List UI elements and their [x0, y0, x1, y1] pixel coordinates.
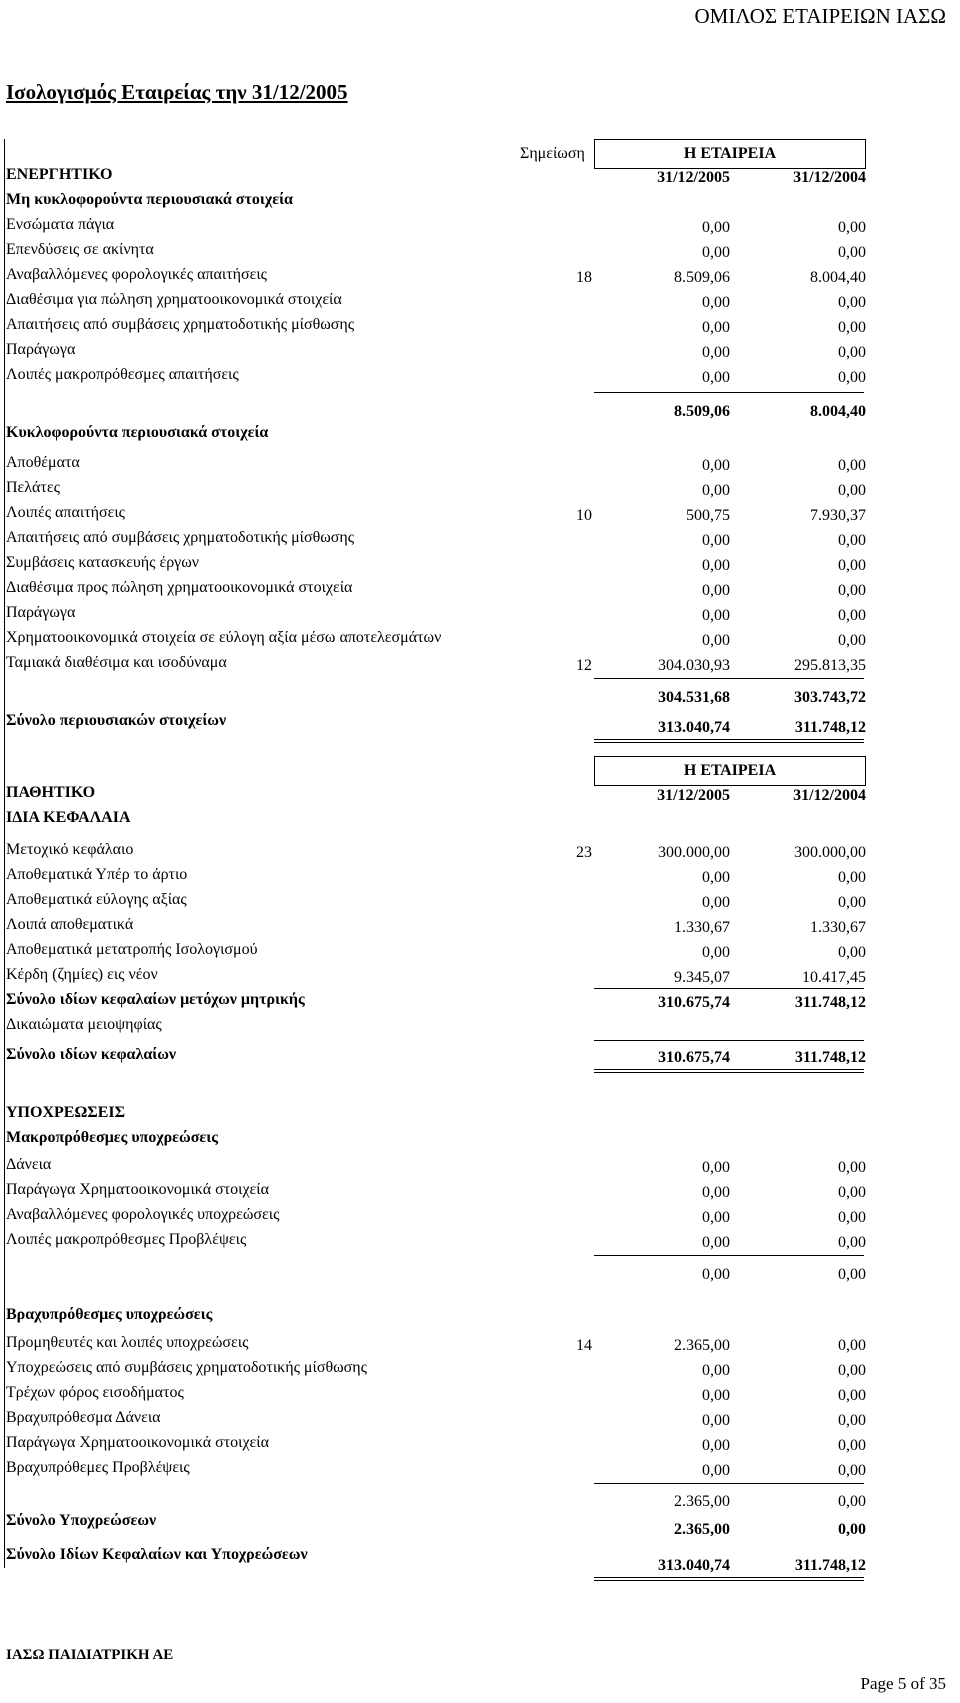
table-row: [6, 262, 866, 287]
row-value-2005: 0,00: [702, 1387, 730, 1404]
noncurrent-subtotal-2005: 8.509,06: [674, 403, 730, 420]
table-row: [6, 625, 866, 650]
row-value-2005: 0,00: [702, 557, 730, 574]
row-value-2004: 0,00: [838, 1184, 866, 1201]
row-value-2004: 0,00: [838, 869, 866, 886]
table-row: [6, 887, 866, 912]
row-value-2005: 0,00: [702, 1462, 730, 1479]
row-note: 12: [576, 657, 592, 674]
row-label: Βραχυπρόθεμες Προβλέψεις: [6, 1459, 190, 1476]
table-row: [6, 1177, 866, 1202]
row-label: Παράγωγα: [6, 604, 76, 621]
longterm-subtotal-2005: 0,00: [702, 1266, 730, 1283]
row-value-2005: 0,00: [702, 294, 730, 311]
row-label: Συμβάσεις κατασκευής έργων: [6, 554, 200, 571]
footer-company: ΙΑΣΩ ΠΑΙΔΙΑΤΡΙΚΗ ΑΕ: [6, 1647, 174, 1663]
row-value-2004: 0,00: [838, 607, 866, 624]
row-value-2005: 0,00: [702, 607, 730, 624]
grand-total-2005: 313.040,74: [658, 1557, 730, 1574]
row-label: Παράγωγα Χρηματοοικονομικά στοιχεία: [6, 1181, 269, 1198]
row-value-2004: 0,00: [838, 557, 866, 574]
longterm-subtotal-2004: 0,00: [838, 1266, 866, 1283]
table-row: [6, 1405, 866, 1430]
table-row: [6, 1330, 866, 1355]
row-label: Επενδύσεις σε ακίνητα: [6, 241, 154, 258]
company-column-header-2: Η ΕΤΑΙΡΕΙΑ: [594, 756, 866, 786]
row-value-2005: 0,00: [702, 532, 730, 549]
grand-total-label: Σύνολο Ιδίων Κεφαλαίων και Υποχρεώσεων: [6, 1546, 308, 1563]
minority-label: Δικαιώματα μειοψηφίας: [6, 1016, 162, 1033]
equity-parent-2004: 311.748,12: [794, 994, 866, 1011]
table-row: [6, 1152, 866, 1177]
assets-total-label: Σύνολο περιουσιακών στοιχείων: [6, 712, 227, 729]
current-heading-row: [6, 420, 866, 445]
grand-total-2004: 311.748,12: [794, 1557, 866, 1574]
row-value-2005: 0,00: [702, 1437, 730, 1454]
minority-row: [6, 1012, 866, 1037]
equity-parent-label: Σύνολο ιδίων κεφαλαίων μετόχων μητρικής: [6, 991, 305, 1008]
table-row: [6, 1380, 866, 1405]
row-label: Παράγωγα Χρηματοοικονομικά στοιχεία: [6, 1434, 269, 1451]
row-value-2004: 0,00: [838, 632, 866, 649]
table-row: [6, 575, 866, 600]
table-row: [6, 912, 866, 937]
row-value-2004: 0,00: [838, 294, 866, 311]
row-value-2004: 8.004,40: [810, 269, 866, 286]
row-note: 23: [576, 844, 592, 861]
row-label: Λοιπές μακροπρόθεσμες Προβλέψεις: [6, 1231, 247, 1248]
obligations-total-2005: 2.365,00: [674, 1521, 730, 1538]
table-row: [6, 475, 866, 500]
row-label: Ταμιακά διαθέσιμα και ισοδύναμα: [6, 654, 227, 671]
row-value-2005: 0,00: [702, 869, 730, 886]
assets-total-values: [6, 712, 866, 737]
grand-total-values: [6, 1550, 866, 1575]
table-row: [6, 550, 866, 575]
table-row: [6, 1430, 866, 1455]
assets-heading-row: [6, 162, 866, 187]
row-value-2005: 0,00: [702, 632, 730, 649]
company-column-header: Η ΕΤΑΙΡΕΙΑ: [594, 139, 866, 169]
row-value-2004: 0,00: [838, 482, 866, 499]
row-value-2004: 0,00: [838, 457, 866, 474]
row-value-2004: 7.930,37: [810, 507, 866, 524]
row-value-2005: 0,00: [702, 1159, 730, 1176]
table-row: [6, 962, 866, 987]
equity-total-row: [6, 1042, 866, 1067]
current-subtotal-2005: 304.531,68: [658, 689, 730, 706]
row-label: Ενσώματα πάγια: [6, 216, 115, 233]
obligations-heading: ΥΠΟΧΡΕΩΣΕΙΣ: [6, 1104, 126, 1121]
equity-heading: ΙΔΙΑ ΚΕΦΑΛΑΙΑ: [6, 809, 131, 826]
table-row: [6, 337, 866, 362]
current-subtotal-2004: 303.743,72: [794, 689, 866, 706]
noncurrent-subtotal-row: [6, 396, 866, 421]
row-label: Λοιπά αποθεματικά: [6, 916, 134, 933]
noncurrent-heading: Μη κυκλοφορούντα περιουσιακά στοιχεία: [6, 191, 293, 208]
row-value-2005: 0,00: [702, 369, 730, 386]
row-label: Υποχρεώσεις από συμβάσεις χρηματοδοτικής μίσθωσης: [6, 1359, 367, 1376]
table-row: [6, 862, 866, 887]
obligations-total-values: [6, 1514, 866, 1539]
row-label: Μετοχικό κεφάλαιο: [6, 841, 134, 858]
table-row: [6, 837, 866, 862]
row-value-2005: 1.330,67: [674, 919, 730, 936]
equity-total-2005: 310.675,74: [658, 1049, 730, 1066]
equity-total-label: Σύνολο ιδίων κεφαλαίων: [6, 1046, 177, 1063]
row-note: 14: [576, 1337, 592, 1354]
noncurrent-subtotal-2004: 8.004,40: [810, 403, 866, 420]
row-value-2005: 0,00: [702, 457, 730, 474]
table-row: [6, 937, 866, 962]
row-value-2005: 0,00: [702, 582, 730, 599]
row-value-2004: 0,00: [838, 1412, 866, 1429]
row-value-2004: 0,00: [838, 219, 866, 236]
row-value-2004: 0,00: [838, 532, 866, 549]
row-label: Προμηθευτές και λοιπές υποχρεώσεις: [6, 1334, 249, 1351]
row-value-2005: 0,00: [702, 944, 730, 961]
row-label: Αναβαλλόμενες φορολογικές απαιτήσεις: [6, 266, 268, 283]
row-label: Κέρδη (ζημίες) εις νέον: [6, 966, 158, 983]
row-label: Αποθεματικά Υπέρ το άρτιο: [6, 866, 188, 883]
row-value-2004: 0,00: [838, 582, 866, 599]
shortterm-subtotal-2005: 2.365,00: [674, 1493, 730, 1510]
row-label: Αποθεματικά μετατροπής Ισολογισμού: [6, 941, 258, 958]
subtotal-rule: [594, 392, 864, 393]
table-row: [6, 1355, 866, 1380]
subtotal-rule: [594, 678, 864, 679]
row-value-2005: 0,00: [702, 1362, 730, 1379]
row-label: Αποθέματα: [6, 454, 80, 471]
row-label: Απαιτήσεις από συμβάσεις χρηματοδοτικής μίσθωσης: [6, 316, 355, 333]
row-label: Παράγωγα: [6, 341, 76, 358]
table-row: [6, 1227, 866, 1252]
row-label: Τρέχων φόρος εισοδήματος: [6, 1384, 184, 1401]
liabilities-heading-row: [6, 780, 866, 805]
row-value-2004: 295.813,35: [794, 657, 866, 674]
noncurrent-heading-row: [6, 187, 866, 212]
total-double-rule: [594, 739, 864, 743]
row-label: Διαθέσιμα προς πώληση χρηματοοικονομικά στοιχεία: [6, 579, 353, 596]
table-row: [6, 500, 866, 525]
table-row: [6, 1202, 866, 1227]
row-value-2004: 0,00: [838, 369, 866, 386]
row-value-2005: 300.000,00: [658, 844, 730, 861]
assets-total-2004: 311.748,12: [794, 719, 866, 736]
row-label: Διαθέσιμα για πώληση χρηματοοικονομικά στοιχεία: [6, 291, 342, 308]
date-2004: 31/12/2004: [793, 169, 866, 186]
row-value-2005: 0,00: [702, 1412, 730, 1429]
date-2005: 31/12/2005: [657, 169, 730, 186]
current-subtotal-row: [6, 682, 866, 707]
row-value-2005: 0,00: [702, 219, 730, 236]
row-value-2004: 0,00: [838, 1437, 866, 1454]
row-value-2005: 304.030,93: [658, 657, 730, 674]
row-value-2004: 0,00: [838, 344, 866, 361]
row-value-2005: 0,00: [702, 344, 730, 361]
subtotal-rule: [594, 1040, 864, 1041]
row-value-2004: 0,00: [838, 244, 866, 261]
table-row: [6, 1455, 866, 1480]
row-label: Πελάτες: [6, 479, 60, 496]
shortterm-heading: Βραχυπρόθεσμες υποχρεώσεις: [6, 1306, 213, 1323]
table-row: [6, 450, 866, 475]
row-value-2004: 300.000,00: [794, 844, 866, 861]
page-title: Ισολογισμός Εταιρείας την 31/12/2005: [6, 80, 348, 104]
row-value-2004: 0,00: [838, 319, 866, 336]
row-value-2004: 10.417,45: [802, 969, 866, 986]
shortterm-heading-row: [6, 1302, 866, 1327]
current-heading: Κυκλοφορούντα περιουσιακά στοιχεία: [6, 424, 269, 441]
group-header: ΟΜΙΛΟΣ ΕΤΑΙΡΕΙΩΝ ΙΑΣΩ: [694, 4, 946, 28]
row-value-2005: 0,00: [702, 894, 730, 911]
page-number: Page 5 of 35: [860, 1674, 946, 1693]
equity-heading-row: [6, 805, 866, 830]
row-value-2004: 0,00: [838, 1462, 866, 1479]
row-label: Αποθεματικά εύλογης αξίας: [6, 891, 187, 908]
equity-parent-2005: 310.675,74: [658, 994, 730, 1011]
longterm-subtotal-row: [6, 1259, 866, 1284]
longterm-heading-row: [6, 1125, 866, 1150]
equity-parent-row: [6, 987, 866, 1012]
shortterm-subtotal-2004: 0,00: [838, 1493, 866, 1510]
assets-total-2005: 313.040,74: [658, 719, 730, 736]
date-2005: 31/12/2005: [657, 787, 730, 804]
row-label: Λοιπές μακροπρόθεσμες απαιτήσεις: [6, 366, 239, 383]
assets-heading: ΕΝΕΡΓΗΤΙΚΟ: [6, 166, 113, 183]
obligations-total-label: Σύνολο Υποχρεώσεων: [6, 1512, 157, 1529]
row-value-2005: 0,00: [702, 482, 730, 499]
row-label: Λοιπές απαιτήσεις: [6, 504, 125, 521]
liabilities-heading: ΠΑΘΗΤΙΚΟ: [6, 784, 96, 801]
total-double-rule: [594, 1577, 864, 1581]
longterm-heading: Μακροπρόθεσμες υποχρεώσεις: [6, 1129, 218, 1146]
row-value-2004: 0,00: [838, 1337, 866, 1354]
row-label: Βραχυπρόθεσμα Δάνεια: [6, 1409, 161, 1426]
row-value-2004: 0,00: [838, 894, 866, 911]
total-double-rule: [594, 1069, 864, 1073]
note-column-header: Σημείωση: [520, 145, 585, 162]
table-row: [6, 600, 866, 625]
row-value-2004: 0,00: [838, 1209, 866, 1226]
table-row: [6, 525, 866, 550]
row-value-2004: 0,00: [838, 944, 866, 961]
row-value-2005: 0,00: [702, 319, 730, 336]
row-value-2005: 500,75: [686, 507, 730, 524]
table-row: [6, 287, 866, 312]
row-note: 18: [576, 269, 592, 286]
row-value-2004: 0,00: [838, 1362, 866, 1379]
row-value-2004: 0,00: [838, 1234, 866, 1251]
obligations-heading-row: [6, 1100, 866, 1125]
row-value-2005: 0,00: [702, 1184, 730, 1201]
left-border: [4, 139, 5, 1568]
obligations-total-2004: 0,00: [838, 1521, 866, 1538]
row-value-2005: 9.345,07: [674, 969, 730, 986]
row-value-2004: 1.330,67: [810, 919, 866, 936]
row-label: Δάνεια: [6, 1156, 52, 1173]
table-row: [6, 362, 866, 387]
row-note: 10: [576, 507, 592, 524]
row-value-2004: 0,00: [838, 1159, 866, 1176]
subtotal-rule: [594, 1483, 864, 1484]
row-value-2005: 0,00: [702, 1234, 730, 1251]
row-value-2005: 8.509,06: [674, 269, 730, 286]
equity-total-2004: 311.748,12: [794, 1049, 866, 1066]
row-value-2005: 0,00: [702, 1209, 730, 1226]
row-value-2005: 2.365,00: [674, 1337, 730, 1354]
row-label: Αναβαλλόμενες φορολογικές υποχρεώσεις: [6, 1206, 280, 1223]
subtotal-rule: [594, 1255, 864, 1256]
table-row: [6, 312, 866, 337]
date-2004: 31/12/2004: [793, 787, 866, 804]
row-value-2005: 0,00: [702, 244, 730, 261]
table-row: [6, 650, 866, 675]
row-label: Χρηματοοικονομικά στοιχεία σε εύλογη αξία μέσω αποτελεσμάτων: [6, 629, 442, 646]
table-row: [6, 212, 866, 237]
note-column-header-row: [6, 138, 866, 163]
row-label: Απαιτήσεις από συμβάσεις χρηματοδοτικής μίσθωσης: [6, 529, 355, 546]
table-row: [6, 237, 866, 262]
row-value-2004: 0,00: [838, 1387, 866, 1404]
